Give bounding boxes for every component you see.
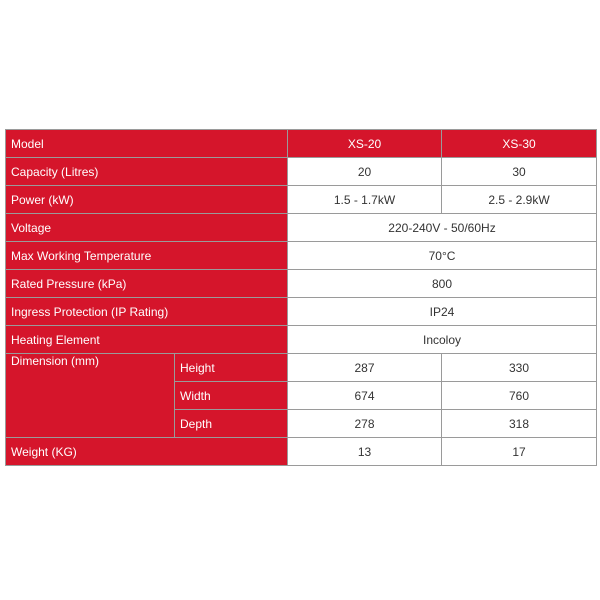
- power-xs20-value: 1.5 - 1.7kW: [288, 186, 442, 214]
- table-row: [6, 298, 597, 326]
- power-label: Power (kW): [6, 186, 288, 214]
- model-xs20-header: XS-20: [288, 130, 442, 158]
- width-xs20-value: 674: [288, 382, 442, 410]
- table-row: [6, 186, 597, 214]
- capacity-xs20-value: 20: [288, 158, 442, 186]
- depth-xs30-value: 318: [442, 410, 597, 438]
- capacity-xs30-value: 30: [442, 158, 597, 186]
- dimension-label: Dimension (mm): [6, 354, 175, 438]
- header-row: [6, 130, 597, 158]
- voltage-label: Voltage: [6, 214, 288, 242]
- max-temp-label: Max Working Temperature: [6, 242, 288, 270]
- voltage-value: 220-240V - 50/60Hz: [288, 214, 597, 242]
- heating-element-label: Heating Element: [6, 326, 288, 354]
- ip-rating-value: IP24: [288, 298, 597, 326]
- table-row: [6, 242, 597, 270]
- table-row: [6, 438, 597, 466]
- power-xs30-value: 2.5 - 2.9kW: [442, 186, 597, 214]
- weight-xs30-value: 17: [442, 438, 597, 466]
- pressure-label: Rated Pressure (kPa): [6, 270, 288, 298]
- height-xs30-value: 330: [442, 354, 597, 382]
- capacity-label: Capacity (Litres): [6, 158, 288, 186]
- height-label: Height: [175, 354, 288, 382]
- weight-xs20-value: 13: [288, 438, 442, 466]
- model-xs30-header: XS-30: [442, 130, 597, 158]
- spec-table: [5, 129, 597, 466]
- table-row: [6, 270, 597, 298]
- width-xs30-value: 760: [442, 382, 597, 410]
- depth-xs20-value: 278: [288, 410, 442, 438]
- heating-element-value: Incoloy: [288, 326, 597, 354]
- pressure-value: 800: [288, 270, 597, 298]
- table-row: [6, 354, 597, 382]
- depth-label: Depth: [175, 410, 288, 438]
- table-row: [6, 326, 597, 354]
- table-row: [6, 214, 597, 242]
- table-row: [6, 158, 597, 186]
- height-xs20-value: 287: [288, 354, 442, 382]
- model-header-label: Model: [6, 130, 288, 158]
- ip-rating-label: Ingress Protection (IP Rating): [6, 298, 288, 326]
- weight-label: Weight (KG): [6, 438, 288, 466]
- width-label: Width: [175, 382, 288, 410]
- max-temp-value: 70°C: [288, 242, 597, 270]
